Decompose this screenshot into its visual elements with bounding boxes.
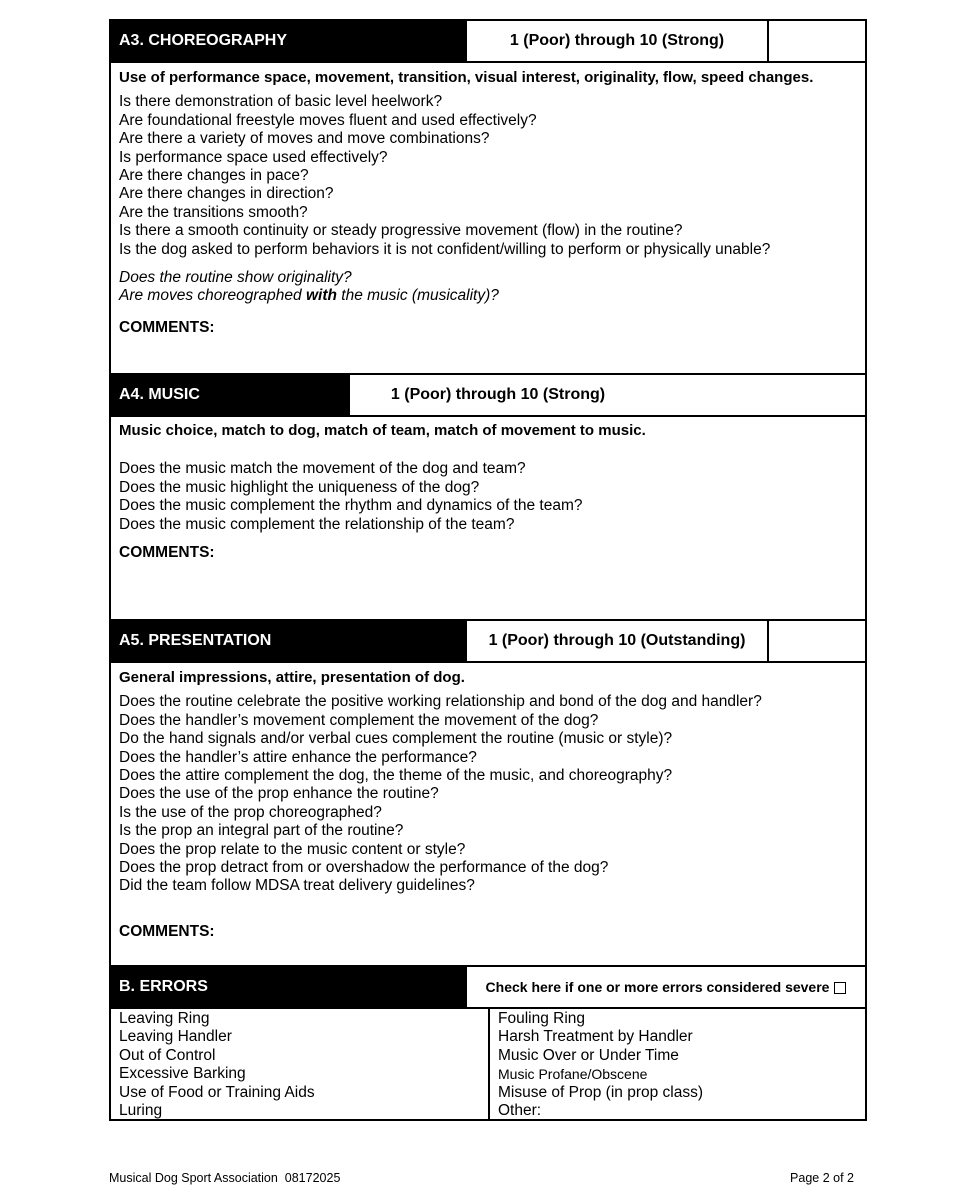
- a3-question: Are there changes in direction?: [119, 185, 334, 203]
- error-item: Music Profane/Obscene: [498, 1066, 648, 1083]
- a3-question: Are the transitions smooth?: [119, 203, 308, 221]
- error-item: Excessive Barking: [119, 1065, 246, 1083]
- a3-question-list: [119, 93, 857, 259]
- a5-question: Is the prop an integral part of the routine?: [119, 822, 404, 840]
- a4-question: Does the music complement the rhythm and dynamics of the team?: [119, 497, 583, 515]
- a3-question: Is there a smooth continuity or steady progressive movement (flow) in the routine?: [119, 222, 683, 240]
- a4-title: A4. MUSIC: [111, 375, 350, 415]
- b-title: B. ERRORS: [111, 967, 465, 1007]
- section-a5-presentation: [109, 619, 867, 967]
- a4-scale: 1 (Poor) through 10 (Strong): [390, 386, 606, 403]
- a4-subhead: Music choice, match to dog, match of team, match of movement to music.: [119, 422, 646, 439]
- section-a3-choreography: [109, 19, 867, 375]
- a5-question: Does the use of the prop enhance the routine?: [119, 785, 439, 803]
- a3-question: Is performance space used effectively?: [119, 148, 388, 166]
- error-item: Use of Food or Training Aids: [119, 1083, 315, 1101]
- a5-question: Does the handler’s movement complement the movement of the dog?: [119, 711, 599, 729]
- a5-comments-label: COMMENTS:: [119, 923, 215, 940]
- a5-question: Does the prop relate to the music content or style?: [119, 840, 466, 858]
- a5-question: Do the hand signals and/or verbal cues complement the routine (music or style)?: [119, 730, 673, 748]
- a3-question: Are there a variety of moves and move combinations?: [119, 130, 490, 148]
- a3-musicality-question: Are moves choreographed with the music (musicality)?: [119, 287, 499, 305]
- a5-question: Does the attire complement the dog, the theme of the music, and choreography?: [119, 767, 673, 785]
- a3-scale: 1 (Poor) through 10 (Strong): [465, 21, 767, 61]
- a5-scale: 1 (Poor) through 10 (Outstanding): [465, 621, 767, 661]
- a3-originality-question: Does the routine show originality?: [119, 269, 352, 287]
- error-item: Out of Control: [119, 1046, 216, 1064]
- a5-question: Does the routine celebrate the positive working relationship and bond of the dog and handler?: [119, 693, 762, 711]
- b-severe-label: Check here if one or more errors considered severe: [485, 979, 830, 995]
- error-item: Misuse of Prop (in prop class): [498, 1083, 704, 1101]
- a5-question: Does the prop detract from or overshadow the performance of the dog?: [119, 859, 609, 877]
- error-item: Other:: [498, 1102, 542, 1120]
- error-item: Harsh Treatment by Handler: [498, 1028, 693, 1046]
- section-b-errors: [109, 965, 867, 1121]
- a5-score-box[interactable]: [767, 621, 865, 661]
- a4-question: Does the music complement the relationship of the team?: [119, 515, 515, 533]
- error-item: Leaving Handler: [119, 1028, 232, 1046]
- footer-page-number: Page 2 of 2: [790, 1171, 854, 1185]
- a4-comments-label: COMMENTS:: [119, 544, 215, 561]
- a4-question: Does the music match the movement of the dog and team?: [119, 460, 526, 478]
- a3-question: Is there demonstration of basic level heelwork?: [119, 93, 443, 111]
- a3-question: Is the dog asked to perform behaviors it is not confident/willing to perform or physically unable?: [119, 240, 771, 258]
- a3-question: Are there changes in pace?: [119, 167, 309, 185]
- a5-title: A5. PRESENTATION: [111, 621, 465, 661]
- a4-question: Does the music highlight the uniqueness of the dog?: [119, 478, 480, 496]
- severe-checkbox[interactable]: [834, 982, 846, 994]
- error-item: Fouling Ring: [498, 1010, 586, 1027]
- section-a4-music: [109, 373, 867, 621]
- b-errors-right-list: [498, 1010, 703, 1120]
- b-severe-check[interactable]: [465, 967, 865, 1007]
- a5-question: Is the use of the prop choreographed?: [119, 803, 382, 821]
- a3-title: A3. CHOREOGRAPHY: [111, 21, 465, 61]
- a5-question: Does the handler’s attire enhance the performance?: [119, 748, 477, 766]
- error-item: Leaving Ring: [119, 1010, 210, 1027]
- error-item: Music Over or Under Time: [498, 1046, 679, 1064]
- a3-question: Are foundational freestyle moves fluent and used effectively?: [119, 111, 537, 129]
- a3-comments-label: COMMENTS:: [119, 319, 215, 336]
- a5-question: Did the team follow MDSA treat delivery guidelines?: [119, 877, 475, 895]
- footer-organization: Musical Dog Sport Association 08172025: [109, 1171, 341, 1185]
- a5-subhead: General impressions, attire, presentation of dog.: [119, 669, 465, 686]
- b-errors-left-list: [119, 1010, 315, 1120]
- a3-score-box[interactable]: [767, 21, 865, 61]
- error-item: Luring: [119, 1102, 163, 1120]
- a3-subhead: Use of performance space, movement, transition, visual interest, originality, flow, speed changes.: [119, 69, 814, 86]
